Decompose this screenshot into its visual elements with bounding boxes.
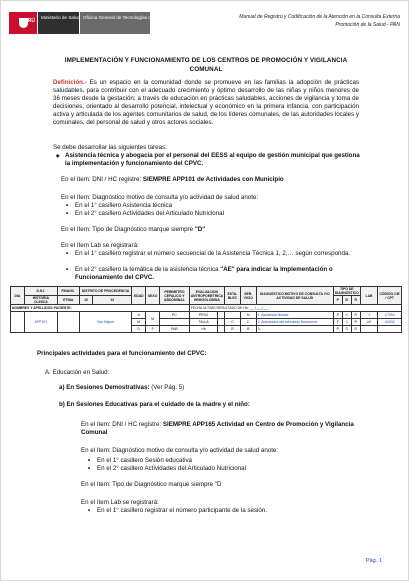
diag-bullet-2: • En el 2° casillero Actividades del Articulado Nutricional <box>75 210 355 218</box>
manual-title: Manual de Registro y Codificación de la Atención en la Consulta Externa <box>239 14 400 20</box>
col-etnia: ETNIA <box>57 296 79 305</box>
edu-dni-label: En el ítem: DNI / HC registre: <box>81 421 162 428</box>
office-logo-box: Oficina General de Tecnologías de la Información <box>80 12 150 34</box>
col-financ: FINANC. <box>57 287 79 296</box>
cell-distrito: San Miguel <box>79 312 132 333</box>
col-tipo-diag: TIPO DE DIAGNÓSTICO <box>334 287 359 295</box>
table-row <box>11 312 402 319</box>
tasks-intro: Se debe desarrollar las siguientes tareas: <box>53 144 167 151</box>
table-names-row <box>11 305 402 312</box>
col-diagnostico: DIAGNÓSTICO MOTIVO DE CONSULTA Y/O ACTIVIDAD DE SALUD <box>256 287 333 305</box>
col-dni: D.N.I. <box>24 287 57 296</box>
cell-r-3: R <box>351 326 360 333</box>
cell-dni: APP101 <box>24 312 57 333</box>
col-distrito: DISTRITO DE PROCEDENCIA <box>79 287 132 296</box>
peru-logo <box>9 12 37 34</box>
cell-esta-r: R <box>225 326 241 333</box>
tipo-label: En el ítem: Tipo de Diagnóstico marque siempre <box>61 226 194 233</box>
definition-text: Es un espacio en la comunidad donde se promueve en las familias la adopción de prácticas saludables, para contribuir con el adecuado crecimiento y óptimo desarrollo de las niñas y niños menores de 36 meses desde la gestación; a través de educación en prácticas saludables, acciones de vigilancia y toma de decisiones, orientado al desarrollo potencial, intelectual y económico en la primera infancia, con participación activa y articulada de los agentes comunitarios de salud, de los líderes comunales, de las autoridades locales y comunales, del personal de salud y otros actores sociales. <box>53 79 359 126</box>
cell-financ <box>57 312 79 333</box>
dni-instruction <box>61 176 361 184</box>
diag-row-num-3: 3 <box>257 327 260 331</box>
ministry-logo-box: Ministerio de Salud <box>38 12 79 34</box>
lab-bullet-1: • En el 1° casillero registrar el número secuencial de la Asistencia Técnica 1, 2,… según corresponda. <box>75 250 359 258</box>
col-evaluacion: EVALUACION ANTROPOMETRICA HEMOGLOBINA <box>189 287 224 305</box>
table-header-row <box>11 287 402 296</box>
cell-talla-value <box>218 319 225 326</box>
col-codigo: CÓDIGO CIE / CPT <box>378 287 402 305</box>
cell-serv-r: R <box>240 326 256 333</box>
diag-instruction: En el ítem: Diagnóstico motivo de consulta y/o actividad de salud anote: <box>61 194 259 201</box>
fecha-hb-label: FECHA ULTIMO RESULTADO DE Hb: ___/___/___ <box>189 305 401 312</box>
cell-pc: PC <box>160 312 190 319</box>
cell-hb: Hb <box>189 326 218 333</box>
cell-p-1: P <box>333 312 342 319</box>
cell-p-2: P <box>333 319 342 326</box>
cell-dia <box>11 312 25 333</box>
tipo-code: "D" <box>194 226 206 233</box>
col-edad: EDAD <box>132 287 146 305</box>
lab-bullet-2-text: En el 2° casillero la temática de la asistencia técnica <box>75 266 219 273</box>
col-lab: LAB <box>360 287 378 305</box>
page-header <box>9 12 404 36</box>
registration-form-table <box>10 286 402 333</box>
diag-2-text: Actividades del Articulado Nutricional <box>261 320 317 324</box>
diag-row-num-1: 1 <box>257 313 260 317</box>
edu-dni-instruction <box>81 421 361 437</box>
cell-d-3: D <box>342 326 351 333</box>
cell-cod-1: C7004 <box>378 312 402 319</box>
cell-edad-a: A <box>132 312 146 319</box>
cell-diag-2: 2. Actividades del Articulado Nutricional <box>256 319 333 326</box>
dni-label: En el ítem: DNI / HC registre: <box>61 176 142 183</box>
cell-edad-m: M <box>132 319 146 326</box>
section-a-a-label: a) En Sesiones Demostrativas: <box>59 384 150 391</box>
section-a-b: b) En Sesiones Educativas para el cuidado de la madre y el niño: <box>59 401 250 408</box>
lab-instruction: En el ítem Lab se registrará: <box>61 242 139 249</box>
cell-diag-1: 1. Asistencia técnica <box>256 312 333 319</box>
section-a-a <box>59 384 359 392</box>
cell-d-1-mark: X <box>342 312 351 319</box>
cell-serv-n: N <box>240 312 256 319</box>
col-establecimiento: ESTA-BLEC <box>225 287 241 305</box>
cell-lab-1: 1 <box>360 312 378 319</box>
title-line-1: IMPLEMENTACIÓN Y FUNCIONAMIENTO DE LOS CENTROS DE PROMOCIÓN Y VIGILANCIA <box>64 57 348 64</box>
col-d: D <box>342 296 351 305</box>
cell-hb-value <box>218 326 225 333</box>
section-a-a-ref: (Ver Pág. 5) <box>151 384 185 391</box>
cell-diag-3: 3. <box>256 326 333 333</box>
lab-bullet-2-code: "AE" para indicar la Implementación o Funcionamiento del CPVC. <box>75 266 333 281</box>
activities-title: Principales actividades para el funcionamiento del CPVC: <box>37 350 207 357</box>
lab-bullet-2 <box>75 266 359 282</box>
page-number: Pág. 1 <box>365 558 382 564</box>
col-p: P <box>333 296 342 305</box>
col-servicio: SER-VICIO <box>240 287 256 305</box>
edu-diag-bullet-2: • En el 2° casillero Actividades del Articulado Nutricional <box>97 465 357 473</box>
col-num-12: 12 <box>93 296 132 305</box>
cell-sexo-f: F <box>146 326 160 333</box>
manual-subtitle: Promoción de la Salud - PAN <box>335 21 400 28</box>
edu-lab-instruction: En el ítem Lab se registrará: <box>81 499 159 506</box>
diag-bullet-1: • En el 1° casillero Asistencia técnica <box>75 202 355 210</box>
diag-row-num-2: 2 <box>257 320 260 324</box>
section-title <box>41 57 371 74</box>
cell-cod-3 <box>378 326 402 333</box>
col-dia: DIA <box>11 287 25 305</box>
col-r: R <box>351 296 360 305</box>
task-item-1: ◆ Asistencia técnica y abogacía por el personal del EESS al equipo de gestión municipal que gestiona la implementación y funcionamiento del CPVC. <box>65 152 361 168</box>
definition-label: Definición.- <box>53 79 87 86</box>
names-label: NOMBRES Y APELLIDOS PACIENTE: <box>11 305 190 312</box>
edu-lab-bullet-1: • En el 1° casillero registrar el número participante de la sesión. <box>97 507 357 515</box>
col-num-10: 10 <box>79 296 93 305</box>
cell-serv-c: C <box>240 319 256 326</box>
col-sexo: SEXO <box>146 287 160 305</box>
edu-diag-instruction: En el ítem: Diagnóstico motivo de consulta y/o actividad de salud anote: <box>81 447 279 454</box>
cell-sexo-m: M <box>146 312 160 326</box>
cell-r-2: R <box>351 319 360 326</box>
section-a-heading: A. Educación en Salud: <box>45 369 110 376</box>
definition-paragraph <box>53 79 359 126</box>
col-historia-clinica: HISTORIA CLINICA <box>24 296 57 305</box>
cell-talla: TALLA <box>189 319 218 326</box>
cell-p-3: P <box>333 326 342 333</box>
cell-r-1: R <box>351 312 360 319</box>
edu-dni-code: SIEMPRE APP165 Actividad en Centro de Promoción y Vigilancia Comunal <box>81 421 354 436</box>
cell-pc-blank <box>160 319 190 326</box>
cell-peso-value <box>218 312 225 319</box>
tipo-instruction <box>61 226 361 234</box>
logo-country: PERÚ <box>21 18 35 24</box>
col-perimetro: PERIMETRO CEFALICO Y ABDOMINAL <box>160 287 190 305</box>
diag-1-text: Asistencia técnica <box>261 313 289 317</box>
title-line-2: COMUNAL <box>189 65 223 73</box>
cell-esta-1 <box>225 312 241 319</box>
edu-diag-bullet-1: • En el 1° casillero Sesión educativa <box>97 457 357 465</box>
cell-lab-3 <box>360 326 378 333</box>
manual-header <box>239 14 400 29</box>
cell-pab: PAB <box>160 326 190 333</box>
cell-d-2-mark: X <box>342 319 351 326</box>
cell-esta-c: C <box>225 319 241 326</box>
cell-peso: PESO <box>189 312 218 319</box>
edu-tipo-instruction: En el ítem: Tipo de Diagnóstico marque siempre "D <box>81 481 222 488</box>
cell-lab-2: AE <box>360 319 378 326</box>
dni-code: SIEMPRE APP101 de Actividades con Municipio <box>142 176 284 183</box>
cell-edad-d: D <box>132 326 146 333</box>
cell-cod-2: U0032 <box>378 319 402 326</box>
